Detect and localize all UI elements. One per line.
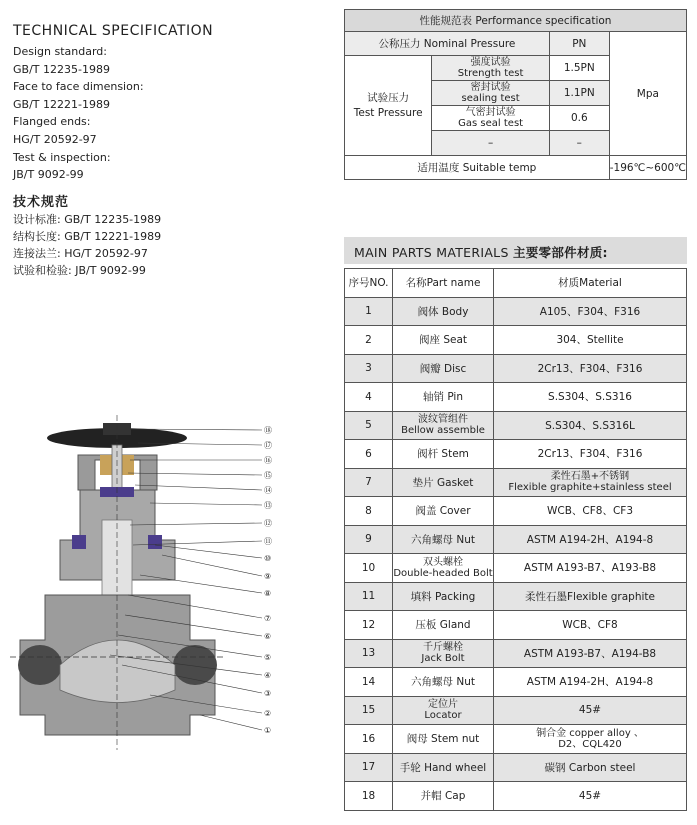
main-parts-title-cn: 主要零部件材质:: [512, 245, 608, 260]
part-no: 14: [345, 668, 393, 697]
suitable-temp-label: 适用温度 Suitable temp: [345, 156, 610, 180]
part-material: [494, 383, 687, 412]
table-row: [345, 554, 687, 583]
table-row: [345, 468, 687, 497]
part-material-primary: S.S304、S.S316: [548, 391, 632, 404]
cn-spec-line: 试验和检验: JB/T 9092-99: [13, 264, 146, 277]
part-material: [494, 411, 687, 440]
part-name-primary: 阀盖 Cover: [415, 505, 471, 518]
table-row: [345, 725, 687, 754]
col-header-name: 名称Part name: [393, 269, 494, 298]
test-pressure-en: Test Pressure: [353, 106, 423, 119]
part-name-primary: 阀杆 Stem: [417, 448, 469, 461]
part-material-primary: 柔性石墨Flexible graphite: [525, 590, 655, 603]
sealing-test-label: 密封试验 sealing test: [432, 81, 550, 106]
table-row: [345, 611, 687, 640]
nut-right-shape: [148, 535, 162, 549]
part-name-secondary: Jack Bolt: [421, 653, 465, 665]
cn-spec-line: 设计标准: GB/T 12235-1989: [13, 213, 162, 226]
part-name-primary: 六角螺母 Nut: [411, 533, 475, 546]
part-no: 11: [345, 582, 393, 611]
part-material: [494, 326, 687, 355]
callout-number: ⑰: [264, 441, 272, 450]
callout-number: ③: [264, 689, 272, 698]
part-name: [393, 554, 494, 583]
table-row: [345, 497, 687, 526]
performance-table: [344, 9, 687, 180]
part-name-primary: 并帽 Cap: [420, 790, 466, 803]
part-material-secondary: D2、CQL420: [558, 738, 622, 750]
cn-spec-title: 技术规范: [13, 195, 70, 210]
part-name: [393, 326, 494, 355]
part-material-primary: 304、Stellite: [556, 334, 624, 347]
part-name: [393, 753, 494, 782]
part-name: [393, 411, 494, 440]
gas-seal-test-value: 0.6: [549, 106, 609, 131]
table-row: [345, 753, 687, 782]
parts-header-row: [345, 269, 687, 298]
performance-title: 性能规范表 Performance specification: [345, 10, 687, 32]
sealing-test-value: 1.1PN: [549, 81, 609, 106]
part-name: [393, 611, 494, 640]
part-no: 12: [345, 611, 393, 640]
part-name-secondary: Bellow assemble: [401, 425, 485, 437]
part-material-primary: 2Cr13、F304、F316: [537, 362, 643, 375]
table-row: [345, 411, 687, 440]
part-material: [494, 297, 687, 326]
part-material-primary: S.S304、S.S316L: [545, 419, 635, 432]
spec-line: HG/T 20592-97: [13, 132, 97, 146]
part-name-primary: 阀母 Stem nut: [406, 733, 480, 746]
part-name: [393, 383, 494, 412]
callout-number: ⑱: [264, 426, 272, 435]
part-material-primary: ASTM A194-2H、A194-8: [526, 533, 654, 546]
cn-spec-line: 连接法兰: HG/T 20592-97: [13, 247, 148, 260]
part-material-primary: WCB、CF8、CF3: [546, 505, 634, 518]
callout-number: ⑨: [264, 572, 272, 581]
callout-number: ⑭: [264, 486, 272, 495]
test-pressure-cn: 试验压力: [367, 91, 410, 104]
nut-left-shape: [72, 535, 86, 549]
callout-number: ⑤: [264, 653, 272, 662]
part-no: 8: [345, 497, 393, 526]
callout-number: ⑬: [264, 501, 272, 510]
unit-mpa: Mpa: [609, 32, 686, 156]
part-no: 7: [345, 468, 393, 497]
part-name-primary: 波纹管组件: [418, 414, 468, 426]
part-no: 9: [345, 525, 393, 554]
col-header-material: 材质Material: [494, 269, 687, 298]
callout-number: ⑥: [264, 632, 272, 641]
part-name: [393, 525, 494, 554]
part-name-primary: 轴销 Pin: [422, 391, 463, 404]
table-row: [345, 440, 687, 469]
part-material-primary: A105、F304、F316: [539, 305, 641, 318]
spec-line: Design standard:: [13, 45, 107, 58]
main-parts-title-en: MAIN PARTS MATERIALS: [354, 245, 513, 260]
spec-line: Flanged ends:: [13, 115, 91, 129]
part-no: 3: [345, 354, 393, 383]
spec-line: Face to face dimension:: [13, 80, 144, 94]
part-no: 10: [345, 554, 393, 583]
table-row: [345, 582, 687, 611]
part-material-primary: 45#: [578, 789, 602, 802]
spec-title: TECHNICAL SPECIFICATION: [13, 23, 214, 39]
callout-number: ④: [264, 671, 272, 680]
part-name-primary: 压板 Gland: [415, 619, 471, 632]
callout-number: ②: [264, 709, 272, 718]
part-no: 15: [345, 696, 393, 725]
part-name-primary: 手轮 Hand wheel: [399, 761, 487, 774]
callout-leader: [140, 575, 262, 593]
strength-test-value: 1.5PN: [549, 56, 609, 81]
outlet-shape: [173, 645, 217, 685]
part-material: [494, 440, 687, 469]
table-row: [345, 668, 687, 697]
callout-number: ⑧: [264, 589, 272, 598]
part-material: [494, 497, 687, 526]
part-no: 17: [345, 753, 393, 782]
spec-line: JB/T 9092-99: [13, 168, 84, 182]
table-row: [345, 383, 687, 412]
strength-test-label: 强度试验 Strength test: [432, 56, 550, 81]
part-material: [494, 354, 687, 383]
part-name: [393, 354, 494, 383]
part-material: [494, 639, 687, 668]
part-name-primary: 填料 Packing: [410, 590, 476, 603]
part-material-primary: 45#: [578, 704, 602, 717]
part-no: 2: [345, 326, 393, 355]
callout-number: ⑦: [264, 614, 272, 623]
part-name-primary: 千斤螺栓: [423, 642, 463, 654]
suitable-temp-value: -196℃~600℃: [609, 156, 686, 180]
part-material-primary: 2Cr13、F304、F316: [537, 448, 643, 461]
part-name-primary: 垫片 Gasket: [412, 476, 474, 489]
part-name-primary: 阀体 Body: [417, 305, 469, 318]
part-name: [393, 497, 494, 526]
table-row: [345, 782, 687, 811]
part-name: [393, 696, 494, 725]
part-material: [494, 668, 687, 697]
part-material-primary: ASTM A193-B7、A193-B8: [523, 562, 657, 575]
test-pressure-label: [345, 56, 432, 156]
main-parts-header: [344, 237, 687, 264]
part-name-primary: 阀座 Seat: [418, 334, 467, 347]
spec-line: GB/T 12235-1989: [13, 62, 110, 76]
callout-number: ⑩: [264, 554, 272, 563]
callout-leader: [150, 503, 262, 505]
part-no: 4: [345, 383, 393, 412]
part-material: [494, 782, 687, 811]
table-row: [345, 297, 687, 326]
callout-number: ⑯: [264, 456, 272, 465]
part-material-primary: WCB、CF8: [562, 619, 618, 632]
part-no: 6: [345, 440, 393, 469]
part-name-secondary: Locator: [424, 710, 462, 722]
part-name-secondary: Double-headed Bolt: [393, 567, 493, 579]
parts-table: [344, 268, 687, 811]
callout-leader: [200, 715, 262, 730]
part-material: [494, 582, 687, 611]
callout-leader: [162, 555, 262, 576]
part-name: [393, 297, 494, 326]
part-material-primary: 碳钢 Carbon steel: [544, 761, 636, 774]
part-material-secondary: Flexible graphite+stainless steel: [508, 482, 672, 494]
part-material: [494, 696, 687, 725]
part-material: [494, 725, 687, 754]
blank-test-label: –: [432, 131, 550, 156]
table-row: [345, 354, 687, 383]
part-name: [393, 440, 494, 469]
gas-seal-test-label: 气密封试验 Gas seal test: [432, 106, 550, 131]
nominal-pressure-unit: PN: [549, 32, 609, 56]
nominal-pressure-label: 公称压力 Nominal Pressure: [345, 32, 550, 56]
part-no: 5: [345, 411, 393, 440]
part-no: 16: [345, 725, 393, 754]
part-name: [393, 582, 494, 611]
part-name: [393, 639, 494, 668]
part-name-primary: 双头螺栓: [423, 556, 463, 568]
part-material-primary: 柔性石墨+不锈钢: [550, 471, 630, 483]
callout-number: ⑮: [264, 471, 272, 480]
part-no: 18: [345, 782, 393, 811]
part-material-primary: ASTM A194-2H、A194-8: [526, 676, 654, 689]
valve-section-drawing: [0, 415, 300, 760]
callout-number: ⑪: [264, 537, 272, 546]
part-material: [494, 611, 687, 640]
part-material: [494, 468, 687, 497]
part-name-primary: 阀瓣 Disc: [419, 362, 467, 375]
part-no: 13: [345, 639, 393, 668]
inlet-shape: [18, 645, 62, 685]
spec-line: GB/T 12221-1989: [13, 97, 110, 111]
part-no: 1: [345, 297, 393, 326]
part-material: [494, 525, 687, 554]
part-name: [393, 668, 494, 697]
callout-number: ⑫: [264, 519, 272, 528]
part-name-primary: 六角螺母 Nut: [411, 676, 475, 689]
callout-number: ①: [264, 726, 272, 735]
blank-test-value: –: [549, 131, 609, 156]
cn-spec-line: 结构长度: GB/T 12221-1989: [13, 230, 162, 243]
table-row: [345, 326, 687, 355]
cn-spec-list: [13, 211, 161, 279]
spec-line: Test & inspection:: [13, 150, 111, 164]
part-material: [494, 753, 687, 782]
part-material-primary: ASTM A193-B7、A194-B8: [523, 647, 657, 660]
table-row: [345, 639, 687, 668]
part-name: [393, 468, 494, 497]
part-name-primary: 定位片: [428, 699, 458, 711]
part-material: [494, 554, 687, 583]
part-name: [393, 725, 494, 754]
part-name: [393, 782, 494, 811]
table-row: [345, 525, 687, 554]
spec-list: [13, 43, 144, 184]
part-material-primary: 铜合金 copper alloy 、: [536, 727, 644, 739]
col-header-no: 序号NO.: [345, 269, 393, 298]
table-row: [345, 696, 687, 725]
